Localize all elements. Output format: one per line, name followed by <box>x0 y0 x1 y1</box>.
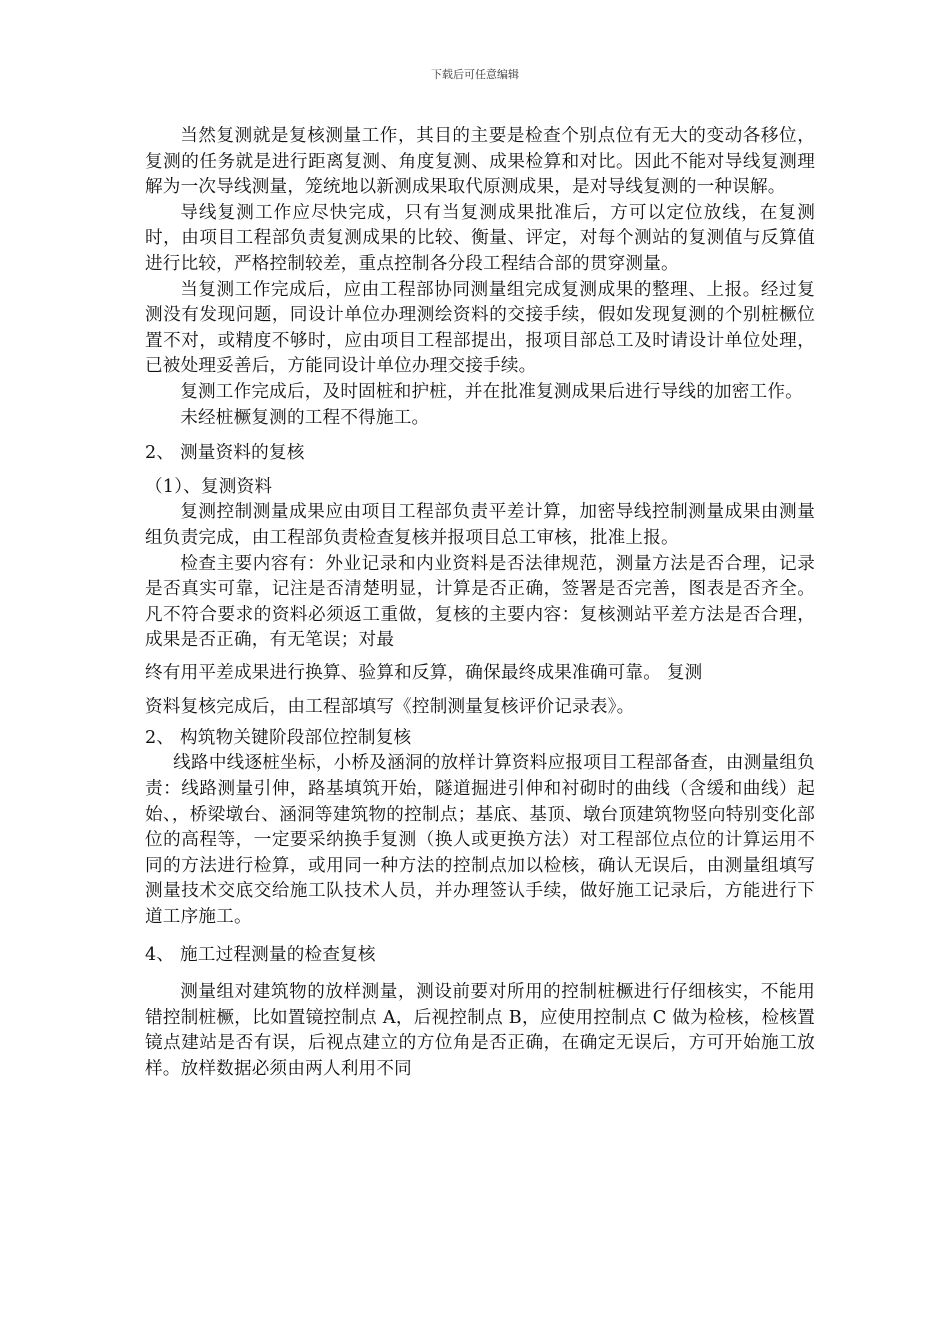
section-heading-construction-review: 4、 施工过程测量的检查复核 <box>145 944 376 965</box>
page-header-note: 下载后可任意编辑 <box>431 68 519 81</box>
paragraph-inspection-content-cont: 终有用平差成果进行换算、验算和反算，确保最终成果准确可靠。 复测 <box>145 662 703 683</box>
paragraph-pile-protection: 复测工作完成后，及时固桩和护桩，并在批准复测成果后进行导线的加密工作。 <box>180 381 803 402</box>
section-heading-data-review: 2、 测量资料的复核 <box>145 443 305 464</box>
paragraph-report-handover: 当复测工作完成后，应由工程部协同测量组完成复测成果的整理、上报。经过复测没有发现问题，同设计单位办理测绘资料的交接手续，假如发现复测的个别桩橛位置不对，或精度不够时，应由项目工程部提出，报项目部总工及时请设计单位处理，已被处理妥善后，方能同设计单位办理交接手续。 <box>145 279 815 377</box>
paragraph-no-construction: 未经桩橛复测的工程不得施工。 <box>180 407 430 428</box>
section-heading-structure-review: 2、 构筑物关键阶段部位控制复核 <box>145 727 412 748</box>
paragraph-stakeout-check: 测量组对建筑物的放样测量，测设前要对所用的控制桩橛进行仔细核实，不能用错控制桩橛，比如置镜控制点 A，后视控制点 B，应使用控制点 C 做为检核，检核置镜点建站是否有误，后视点建立的方位角是否正确，在确定无误后，方可开始施工放样。放样数据必须由两人利用不同 <box>145 982 815 1079</box>
paragraph-inspection-content: 检查主要内容有：外业记录和内业资料是否法律规范，测量方法是否合理，记录是否真实可靠，记注是否清楚明显，计算是否正确，签署是否完善，图表是否齐全。凡不符合要求的资料必须返工重做，复核的主要内容：复核测站平差方法是否合理，成果是否正确，有无笔误；对最 <box>145 553 815 651</box>
paragraph-traverse-recheck: 导线复测工作应尽快完成，只有当复测成果批准后，方可以定位放线，在复测时，由项目工程部负责复测成果的比较、衡量、评定，对每个测站的复测值与反算值进行比较，严格控制较差，重点控制各分段工程结合部的贯穿测量。 <box>145 202 815 274</box>
paragraph-record-form: 资料复核完成后，由工程部填写《控制测量复核评价记录表》。 <box>145 696 635 717</box>
paragraph-structure-control: 线路中线逐桩坐标，小桥及涵洞的放样计算资料应报项目工程部备查，由测量组负责：线路测量引伸，路基填筑开始，隧道掘进引伸和衬砌时的曲线（含缓和曲线）起始、，桥梁墩台、涵洞等建筑物的控制点；基底、基顶、墩台顶建筑物竖向特别变化部位的高程等，一定要采纳换手复测（换人或更换方法）对工程部位点位的计算运用不同的方法进行检算，或用同一种方法的控制点加以检核，确认无误后，由测量组填写测量技术交底交给施工队技术人员，并办理签认手续，做好施工记录后，方能进行下道工序施工。 <box>145 753 815 928</box>
paragraph-recheck-definition: 当然复测就是复核测量工作，其目的主要是检查个别点位有无大的变动各移位，复测的任务就是进行距离复测、角度复测、成果检算和对比。因此不能对导线复测理解为一次导线测量，笼统地以新测成果取代原测成果，是对导线复测的一种误解。 <box>145 126 815 198</box>
paragraph-adjustment-calculation: 复测控制测量成果应由项目工程部负责平差计算，加密导线控制测量成果由测量组负责完成，由工程部负责检查复核并报项目总工审核，批准上报。 <box>145 502 815 548</box>
document-body <box>145 124 815 1083</box>
subsection-heading-recheck-data: （1）、复测资料 <box>145 476 273 497</box>
